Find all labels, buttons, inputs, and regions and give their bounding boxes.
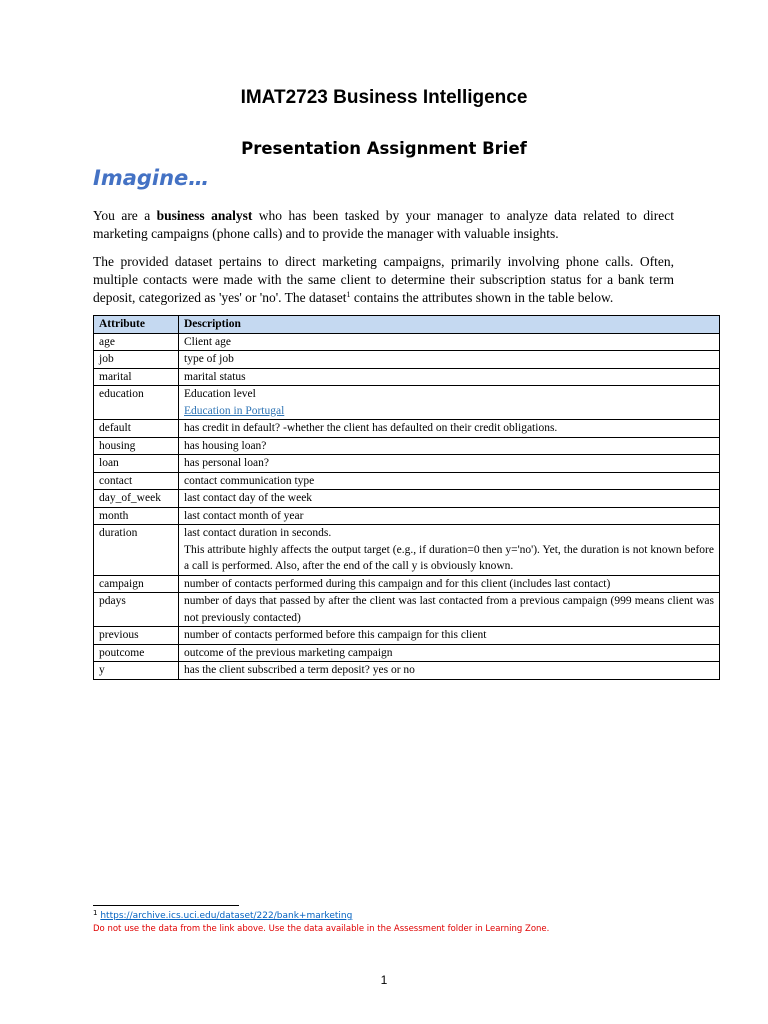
- description-text: outcome of the previous marketing campaign: [184, 646, 393, 659]
- document-subtitle: Presentation Assignment Brief: [241, 139, 527, 158]
- attribute-cell: month: [94, 507, 179, 525]
- description-cell: [179, 662, 720, 680]
- table-row: [94, 437, 720, 455]
- footnote-1: [93, 909, 352, 921]
- attribute-cell: campaign: [94, 575, 179, 593]
- dataset-paragraph: [93, 253, 674, 307]
- description-text: type of job: [184, 353, 234, 365]
- table-row: [94, 420, 720, 438]
- attribute-cell: pdays: [94, 593, 179, 627]
- description-text: has housing loan?: [184, 439, 267, 452]
- attributes-table: [93, 315, 720, 680]
- table-header-row: [94, 316, 720, 334]
- description-cell: [179, 593, 720, 627]
- table-row: [94, 472, 720, 490]
- education-link[interactable]: Education in Portugal: [184, 404, 285, 417]
- description-text: last contact day of the week: [184, 492, 313, 504]
- description-text: last contact month of year: [184, 509, 304, 522]
- description-text: has personal loan?: [184, 457, 269, 469]
- attribute-cell: education: [94, 386, 179, 420]
- description-text: contact communication type: [184, 474, 315, 487]
- description-cell: [179, 644, 720, 662]
- attribute-cell: job: [94, 351, 179, 369]
- attribute-cell: housing: [94, 437, 179, 455]
- footnote-reference: 1: [346, 290, 351, 299]
- description-text: number of contacts performed before this campaign for this client: [184, 629, 487, 641]
- description-text: Client age: [184, 335, 231, 348]
- table-row: [94, 333, 720, 351]
- description-cell: [179, 627, 720, 645]
- dataset-source-link[interactable]: https://archive.ics.uci.edu/dataset/222/bank+marketing: [100, 911, 353, 921]
- page-number: 1: [380, 973, 388, 987]
- description-cell: [179, 507, 720, 525]
- description-text: marital status: [184, 370, 246, 383]
- attribute-cell: loan: [94, 455, 179, 473]
- footnote-warning: Do not use the data from the link above. Use the data available in the Assessment folder in Learning Zone.: [93, 924, 550, 934]
- table-row: [94, 627, 720, 645]
- document-title: IMAT2723 Business Intelligence: [240, 87, 528, 108]
- description-text: has the client subscribed a term deposit? yes or no: [184, 664, 415, 676]
- description-cell: [179, 472, 720, 490]
- description-cell: [179, 333, 720, 351]
- description-cell: [179, 575, 720, 593]
- header-description: Description: [179, 316, 720, 334]
- intro-paragraph: [93, 207, 674, 243]
- intro-text-before: You are a: [93, 208, 157, 223]
- description-cell: [179, 386, 720, 420]
- attribute-cell: marital: [94, 368, 179, 386]
- attribute-cell: day_of_week: [94, 490, 179, 508]
- table-row: [94, 455, 720, 473]
- footnote-number: 1: [93, 909, 98, 917]
- table-row: [94, 575, 720, 593]
- table-body: [94, 333, 720, 679]
- attribute-cell: y: [94, 662, 179, 680]
- table-row: [94, 644, 720, 662]
- table-row: [94, 351, 720, 369]
- description-cell: [179, 368, 720, 386]
- attribute-cell: duration: [94, 525, 179, 576]
- dataset-text-before: The provided dataset pertains to direct marketing campaigns, primarily involving phone calls. Often, multiple contacts were made with the same client to determine their subscription status for a bank term deposit, categorized as 'yes' or 'no'. The dataset: [93, 254, 674, 305]
- description-cell: [179, 490, 720, 508]
- description-text: number of contacts performed during this campaign and for this client (includes last contact): [184, 577, 611, 590]
- intro-text-after: who has been tasked by your manager to analyze data related to direct marketing campaigns (phone calls) and to provide the manager with valuable insights.: [93, 208, 675, 241]
- description-cell: [179, 420, 720, 438]
- attribute-cell: poutcome: [94, 644, 179, 662]
- attribute-cell: contact: [94, 472, 179, 490]
- attribute-cell: default: [94, 420, 179, 438]
- footnote-divider: [93, 905, 239, 906]
- description-cell: [179, 525, 720, 576]
- intro-bold-role: business analyst: [156, 208, 253, 223]
- description-cell: [179, 437, 720, 455]
- header-attribute: Attribute: [94, 316, 179, 334]
- description-text: last contact duration in seconds.: [184, 527, 332, 539]
- description-text: number of days that passed by after the client was last contacted from a previous campaign (999 means client was not previously contacted): [184, 595, 714, 624]
- table-row: [94, 490, 720, 508]
- table-row: [94, 507, 720, 525]
- description-text: Education level: [184, 388, 256, 400]
- attribute-cell: age: [94, 333, 179, 351]
- table-row: [94, 525, 720, 576]
- description-extra-text: This attribute highly affects the output target (e.g., if duration=0 then y='no'). Yet, the duration is not known before a call is performed. Also, after the end of the call y is obviously known.: [184, 543, 714, 572]
- attribute-cell: previous: [94, 627, 179, 645]
- description-cell: [179, 455, 720, 473]
- description-cell: [179, 351, 720, 369]
- description-text: has credit in default? -whether the client has defaulted on their credit obligations.: [184, 422, 558, 434]
- table-row: [94, 593, 720, 627]
- section-heading: Imagine…: [93, 166, 210, 190]
- dataset-text-after: contains the attributes shown in the table below.: [350, 290, 614, 305]
- table-row: [94, 386, 720, 420]
- table-row: [94, 368, 720, 386]
- table-row: [94, 662, 720, 680]
